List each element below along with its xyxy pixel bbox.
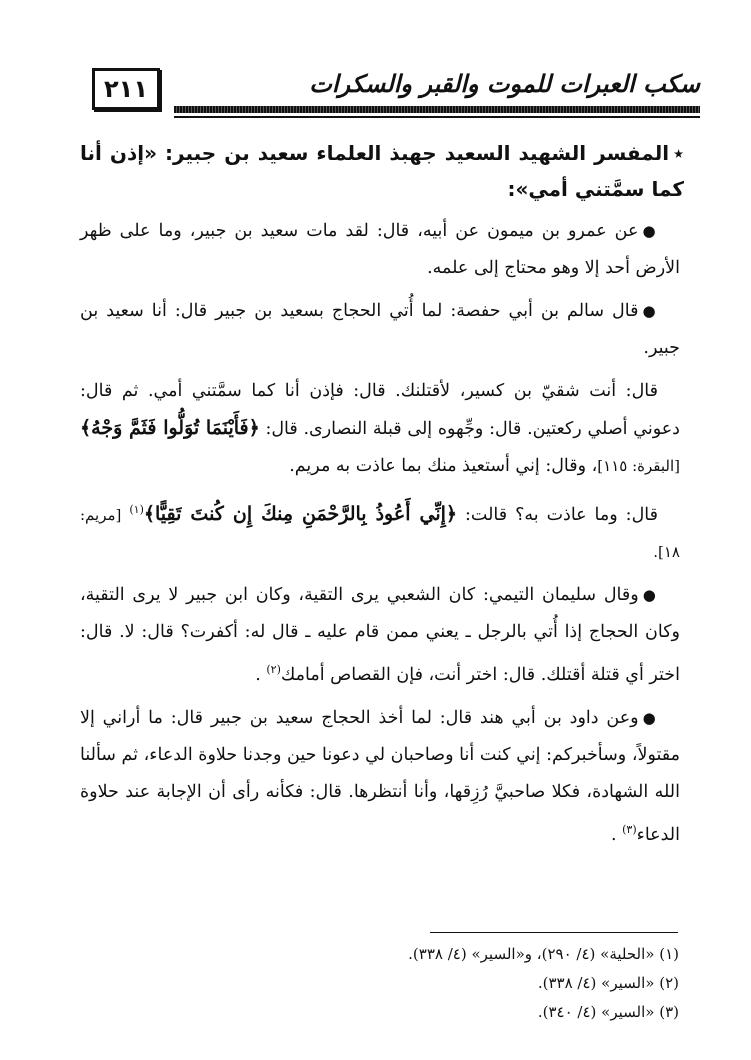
header-rule-thin <box>174 116 700 118</box>
paragraph-text: وعن داود بن أبي هند قال: لما أخذ الحجاج سعيد بن جبير قال: ما أراني إلا مقتولاً، وسأخبركم: إني كنت أنا وصاحبان لي دعونا حين وجدنا حلاوة الدعاء، ثم سألنا الله الشهادة، فكلا صاحبيَّ رُزِقها، وأنا أنتظرها. قال: فكأنه رأى أن الإجابة عند حلاوة الدعاء <box>80 707 680 845</box>
page-header <box>78 62 700 122</box>
bullet-icon: ● <box>642 585 658 604</box>
quran-verse: ﴿إِنِّي أَعُوذُ بِالرَّحْمَنِ مِنكَ إِن كُنتَ تَقِيًّا﴾ <box>143 502 458 525</box>
paragraph-4 <box>80 491 680 571</box>
footnote-marker: (١) <box>129 503 144 516</box>
main-text <box>80 135 684 859</box>
paragraph-text: . <box>255 664 267 685</box>
paragraph-text: عن عمرو بن ميمون عن أبيه، قال: لقد مات سعيد بن جبير، وما على ظهر الأرض أحد إلا وهو محتاج إلى علمه. <box>80 221 680 278</box>
verse-reference: [البقرة: ١١٥] <box>597 457 680 475</box>
paragraph-text: قال: أنت شقيّ بن كسير، لأقتلنك. قال: فإذن أنا كما سمَّتني أمي. ثم قال: دعوني أصلي ركعتين. قال: وجِّهوه إلى قبلة النصارى. قال: <box>80 381 680 439</box>
star-icon: ٭ <box>673 141 684 165</box>
book-title: سكب العبرات للموت والقبر والسكرات <box>309 70 700 98</box>
footnote-marker: (٣) <box>622 822 637 836</box>
footnote-3: (٣) «السير» (٤/ ٣٤٠). <box>537 1003 679 1021</box>
footnote-1: (١) «الحلية» (٤/ ٢٩٠)، و«السير» (٤/ ٣٣٨). <box>408 945 679 963</box>
paragraph-text: وقال سليمان التيمي: كان الشعبي يرى التقية، وكان ابن جبير لا يرى التقية، وكان الحجاج إذا أُتي بالرجل ـ يعني ممن قام عليه ـ قال له: أكفرت؟ قال: لا. قال: اختر أي قتلة أقتلك. قال: اختر أنت، فإن القصاص أمامك <box>80 584 680 685</box>
verse-reference: [مريم: ١٨]. <box>80 505 680 561</box>
paragraph-text: قال سالم بن أبي حفصة: لما أُتي الحجاج بسعيد بن جبير قال: أنا سعيد بن جبير. <box>80 301 680 358</box>
paragraph-text: قال: وما عاذت به؟ قالت: <box>465 504 658 525</box>
header-rule-thick <box>174 106 700 113</box>
paragraph-3 <box>80 373 680 485</box>
footnote-2: (٢) «السير» (٤/ ٣٣٨). <box>537 974 679 992</box>
paragraph-1 <box>80 213 680 287</box>
quran-verse: ﴿فَأَيْنَمَا تُوَلُّوا فَثَمَّ وَجْهُ﴾ <box>80 417 260 439</box>
page-number: ٢١١ <box>92 68 160 110</box>
paragraph-6 <box>80 700 680 854</box>
bullet-icon: ● <box>642 302 659 320</box>
section-heading <box>80 135 684 207</box>
paragraph-2 <box>80 293 680 367</box>
paragraph-5 <box>80 577 680 694</box>
footnotes <box>79 940 679 1027</box>
paragraph-text: . <box>610 824 623 845</box>
paragraph-text: ، وقال: إني أستعيذ منك بما عاذت به مريم. <box>289 456 598 476</box>
footnote-marker: (٢) <box>266 662 281 676</box>
heading-text: المفسر الشهيد السعيد جهبذ العلماء سعيد بن جبير: «إذن أنا كما سمَّتني أمي»: <box>80 141 684 201</box>
footnote-divider <box>430 932 678 933</box>
bullet-icon: ● <box>642 708 658 727</box>
bullet-icon: ● <box>642 222 659 240</box>
